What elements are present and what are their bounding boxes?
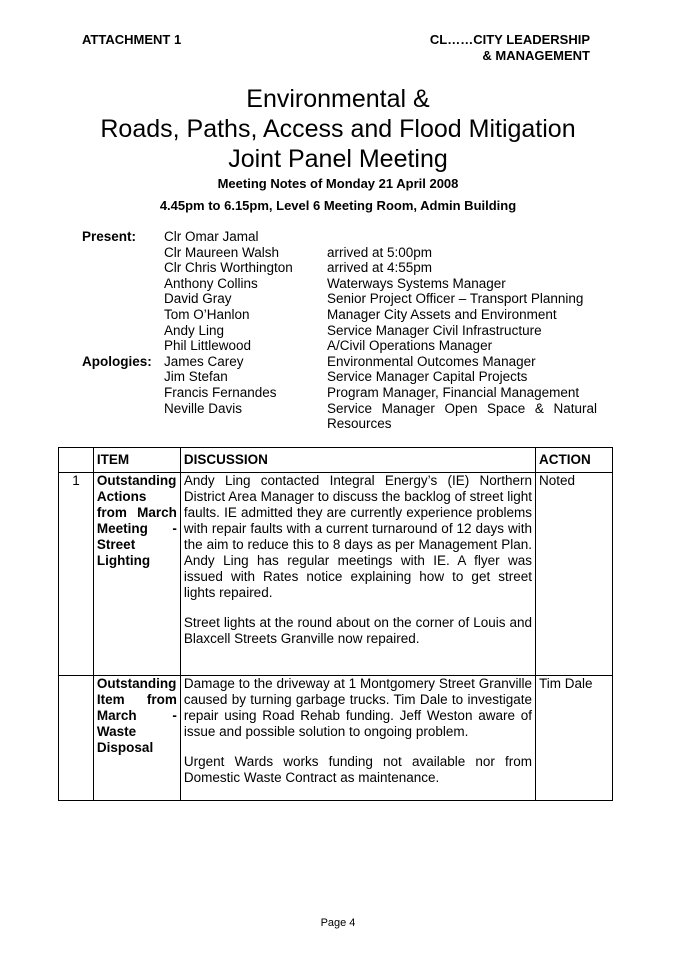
attendee-name: Anthony Collins (164, 275, 258, 291)
attendance-label (82, 291, 164, 307)
meeting-date: Meeting Notes of Monday 21 April 2008 (217, 176, 459, 191)
header-discussion: DISCUSSION (180, 448, 535, 473)
page-number: Page 4 (320, 917, 356, 929)
attendee-name: Jim Stefan (164, 369, 228, 385)
row-discussion (180, 473, 535, 676)
attendance-label (82, 401, 164, 432)
attendance-label (82, 245, 164, 261)
header-number (59, 448, 94, 473)
document-title (0, 84, 676, 174)
row-action: Tim Dale (536, 676, 613, 801)
discussion-paragraph: Damage to the driveway at 1 Montgomery Street Granville caused by turning garbage trucks. Tim Dale to investigate repair using Road Rehab funding. Jeff Weston aware of issue and possible solution to ongoing problem. (183, 676, 533, 739)
attendance-label (82, 385, 164, 401)
attendee-role: Senior Project Officer – Transport Planning (327, 291, 584, 307)
attendee-role: Service Manager Open Space & Natural Resources (327, 400, 597, 432)
title-line-1: Environmental & (246, 85, 430, 113)
attendee-name: David Gray (164, 291, 232, 307)
attendee-row (82, 354, 602, 370)
department-line-2: & MANAGEMENT (482, 48, 590, 63)
row-discussion (180, 676, 535, 801)
attendee-role: Manager City Assets and Environment (327, 306, 557, 322)
attendee-role: Waterways Systems Manager (327, 275, 506, 291)
attendance-label: Apologies: (82, 353, 152, 369)
department-label (430, 32, 590, 64)
attendance-label (82, 369, 164, 385)
attendance-label (82, 276, 164, 292)
table-row (59, 676, 613, 801)
attendee-role: Service Manager Capital Projects (327, 369, 528, 385)
attendee-name: James Carey (164, 353, 244, 369)
attendee-name: Francis Fernandes (164, 384, 277, 400)
attendee-role: arrived at 5:00pm (327, 244, 433, 260)
attendee-role (327, 229, 597, 245)
meeting-time-location: 4.45pm to 6.15pm, Level 6 Meeting Room, Admin Building (159, 198, 517, 213)
attendee-role: Service Manager Civil Infrastructure (327, 322, 542, 338)
attendee-row (82, 229, 602, 245)
attendance-label: Present: (82, 229, 137, 244)
attendee-role: arrived at 4:55pm (327, 260, 433, 276)
attendee-row (82, 291, 602, 307)
attendee-row (82, 369, 602, 385)
title-line-3: Joint Panel Meeting (228, 145, 448, 173)
attendee-row (82, 307, 602, 323)
minutes-table (58, 447, 613, 801)
attendee-name: Tom O’Hanlon (164, 306, 250, 322)
row-action: Noted (536, 473, 613, 676)
header-action: ACTION (536, 448, 613, 473)
attendance-label (82, 260, 164, 276)
attendee-name: Clr Chris Worthington (164, 260, 293, 276)
attendee-row (82, 260, 602, 276)
attendee-role: Program Manager, Financial Management (327, 384, 580, 400)
attendee-name: Neville Davis (164, 400, 243, 416)
discussion-paragraph: Street lights at the round about on the corner of Louis and Blaxcell Streets Granville now repaired. (183, 615, 533, 646)
attendance-label (82, 323, 164, 339)
row-number (59, 676, 94, 801)
attachment-label: ATTACHMENT 1 (82, 32, 182, 47)
attendee-row (82, 385, 602, 401)
attendance-label (82, 338, 164, 354)
attendee-name: Clr Omar Jamal (164, 229, 259, 244)
row-item: Outstanding Item from March - Waste Disposal (93, 676, 180, 801)
attendee-row (82, 401, 602, 432)
row-number: 1 (59, 473, 94, 676)
attendee-row (82, 338, 602, 354)
attendee-role: Environmental Outcomes Manager (327, 353, 536, 369)
discussion-paragraph: Urgent Wards works funding not available nor from Domestic Waste Contract as maintenance. (183, 754, 533, 785)
table-header-row (59, 448, 613, 473)
header-item: ITEM (93, 448, 180, 473)
department-line-1: CL……CITY LEADERSHIP (429, 32, 590, 47)
attendee-name: Andy Ling (164, 322, 225, 338)
attendee-name: Clr Maureen Walsh (164, 244, 280, 260)
attendee-row (82, 245, 602, 261)
title-line-2: Roads, Paths, Access and Flood Mitigation (100, 115, 576, 143)
attendee-name: Phil Littlewood (164, 338, 252, 354)
row-item: Outstanding Actions from March Meeting - Street Lighting (93, 473, 180, 676)
table-row (59, 473, 613, 676)
attendance-list (82, 229, 602, 432)
attendee-row (82, 323, 602, 339)
discussion-paragraph: Andy Ling contacted Integral Energy’s (IE) Northern District Area Manager to discuss the backlog of street light faults. IE admitted they are currently experience problems with repair faults with a current turnaround of 12 days with the aim to reduce this to 8 days as per Management Plan. Andy Ling has regular meetings with IE. A flyer was issued with Rates notice explaining how to get street lights repaired. (183, 473, 533, 600)
attendance-label (82, 307, 164, 323)
attendee-role: A/Civil Operations Manager (327, 338, 493, 354)
attendee-row (82, 276, 602, 292)
